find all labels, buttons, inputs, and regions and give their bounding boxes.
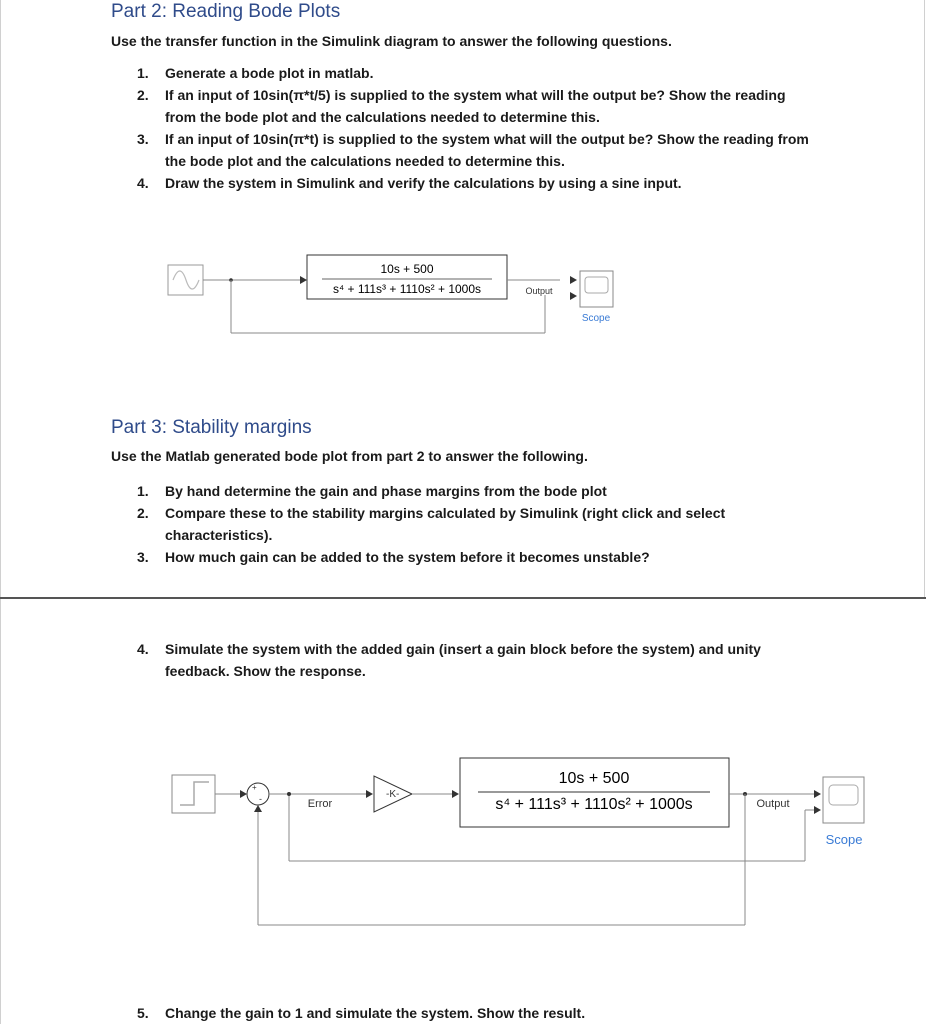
part2-intro: Use the transfer function in the Simulink diagram to answer the following questions. — [111, 33, 672, 49]
arrow-icon — [814, 806, 821, 814]
part3-q5-number: 5. — [137, 1005, 149, 1021]
simulink-diagram-1 — [0, 240, 926, 350]
output-label: Output — [525, 286, 553, 296]
part2-heading: Part 2: Reading Bode Plots — [111, 1, 341, 22]
sum-minus-sign: - — [259, 794, 262, 804]
part3-q2-number: 2. — [137, 505, 149, 521]
arrow-icon — [240, 790, 247, 798]
part2-q2-number: 2. — [137, 87, 149, 103]
gain-label: -K- — [386, 789, 400, 800]
branch-point — [287, 792, 291, 796]
arrow-icon — [452, 790, 459, 798]
arrow-icon — [570, 276, 577, 284]
arrow-icon — [570, 292, 577, 300]
sum-block[interactable] — [247, 783, 269, 805]
part3-q3-number: 3. — [137, 549, 149, 565]
part2-q3-number: 3. — [137, 131, 149, 147]
part3-q3-text: How much gain can be added to the system before it becomes unstable? — [165, 549, 650, 565]
part3-q1-text: By hand determine the gain and phase margins from the bode plot — [165, 483, 607, 499]
part3-q4-text: Simulate the system with the added gain (insert a gain block before the system) and unity feedback. Show the response. — [165, 641, 761, 679]
part2-q1-number: 1. — [137, 65, 149, 81]
part2-q3-text: If an input of 10sin(π*t) is supplied to the system what will the output be? Show the reading from the bode plot and the calculations needed to determine this. — [165, 131, 809, 169]
arrow-icon — [814, 790, 821, 798]
scope-screen-icon — [829, 785, 858, 805]
output-label: Output — [756, 798, 790, 810]
tf-numerator: 10s + 500 — [558, 770, 630, 787]
part3-q2-text: Compare these to the stability margins calculated by Simulink (right click and select characteristics). — [165, 505, 726, 543]
part3-heading: Part 3: Stability margins — [111, 417, 312, 438]
tf-denominator: s⁴ + 111s³ + 1110s² + 1000s — [495, 796, 693, 813]
arrow-icon — [300, 276, 307, 284]
part2-q4-number: 4. — [137, 175, 149, 191]
scope-label: Scope — [825, 832, 863, 847]
sum-plus-sign: + — [252, 783, 257, 792]
scope-screen-icon — [585, 277, 608, 293]
scope-label: Scope — [581, 313, 611, 324]
page-divider — [0, 597, 926, 599]
part2-q2-text: If an input of 10sin(π*t/5) is supplied to the system what will the output be? Show the reading from the bode plot and the calculations needed to determine this. — [165, 87, 786, 125]
part3-q1-number: 1. — [137, 483, 149, 499]
part3-q4-number: 4. — [137, 641, 149, 657]
arrow-icon — [366, 790, 373, 798]
part2-q1-text: Generate a bode plot in matlab. — [165, 65, 374, 81]
tf-numerator: 10s + 500 — [380, 262, 434, 276]
tf-denominator: s⁴ + 111s³ + 1110s² + 1000s — [332, 282, 482, 296]
part2-q4-text: Draw the system in Simulink and verify the calculations by using a sine input. — [165, 175, 682, 191]
error-label: Error — [307, 798, 333, 810]
simulink-diagram-2 — [0, 750, 926, 940]
arrow-icon — [254, 805, 262, 812]
part3-q5-text: Change the gain to 1 and simulate the system. Show the result. — [165, 1005, 586, 1021]
part3-intro: Use the Matlab generated bode plot from part 2 to answer the following. — [111, 448, 588, 464]
